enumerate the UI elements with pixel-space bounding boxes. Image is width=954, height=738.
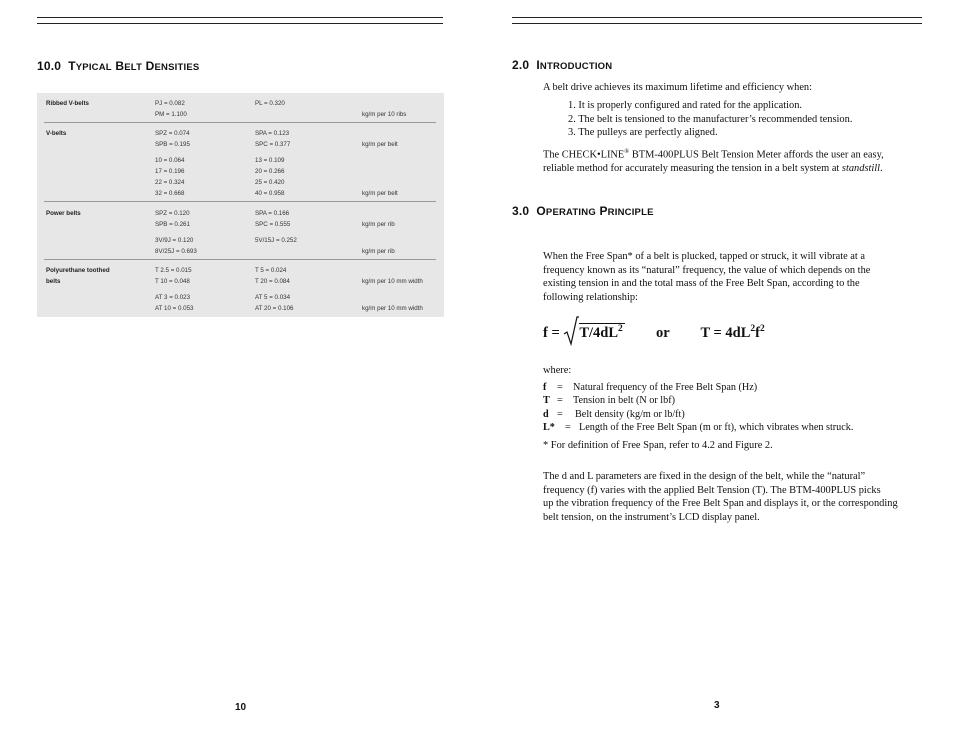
right-page: [477, 0, 954, 738]
table-unit: kg/m per rib: [362, 221, 395, 228]
table-cell: 13 = 0.109: [255, 157, 285, 164]
table-divider: [44, 201, 436, 202]
table-cell: T 20 = 0.084: [255, 278, 290, 285]
table-cell: 25 = 0.420: [255, 179, 285, 186]
page-number: 3: [714, 700, 720, 711]
table-cell: T 10 = 0.048: [155, 278, 190, 285]
principle-paragraph: When the Free Span* of a belt is plucked, tapped or struck, it will vibrate at a frequency known as its “natural” frequency, the value of which depends on the existing tension in and the total mass of the Free Belt Span, according to the following relationship:: [543, 251, 871, 303]
group-polyurethane-belts: Polyurethane toothed: [46, 267, 110, 274]
table-cell: 20 = 0.266: [255, 168, 285, 175]
table-cell: AT 20 = 0.106: [255, 305, 294, 312]
table-cell: SPA = 0.123: [255, 130, 290, 137]
page-number: 10: [235, 702, 247, 713]
square-root-sign: [563, 316, 579, 346]
table-cell: PL = 0.320: [255, 100, 285, 107]
section-heading-introduction: 2.0 INTRODUCTION: [512, 58, 613, 72]
table-cell: 40 = 0.958: [255, 190, 285, 197]
table-divider: [44, 122, 436, 123]
group-ribbed-v-belts: Ribbed V-belts: [46, 100, 89, 107]
table-cell: PM = 1.100: [155, 111, 187, 118]
list-item: 2. The belt is tensioned to the manufacturer’s recommended tension.: [568, 113, 853, 125]
table-cell: T 2.5 = 0.015: [155, 267, 192, 274]
belt-density-table: [37, 93, 444, 317]
table-cell: SPC = 0.377: [255, 141, 291, 148]
header-rule: [37, 17, 443, 24]
definition-row: f = Natural frequency of the Free Belt Span (Hz): [543, 382, 758, 393]
table-cell: T 5 = 0.024: [255, 267, 287, 274]
group-power-belts: Power belts: [46, 210, 81, 217]
list-item: 1. It is properly configured and rated for the application.: [568, 100, 802, 111]
radicand: $T/4dL^2$: [579, 324, 623, 341]
table-cell: PJ = 0.082: [155, 100, 185, 107]
table-unit: kg/m per 10 mm width: [362, 305, 423, 312]
tension-formula: $f = T/4dL^2$ or $T = 4dL^2f^2$: [543, 316, 765, 348]
where-label: where:: [543, 365, 572, 376]
section-heading-operating-principle: 3.0 OPERATING PRINCIPLE: [512, 204, 654, 218]
header-rule: [512, 17, 922, 24]
table-cell: 5V/15J = 0.252: [255, 237, 297, 244]
group-polyurethane-belts-line2: belts: [46, 278, 61, 285]
section-heading-typical-belt-densities: 10.0 TYPICAL BELT DENSITIES: [37, 59, 200, 73]
table-cell: SPC = 0.555: [255, 221, 291, 228]
intro-list: [568, 99, 852, 140]
table-cell: SPB = 0.195: [155, 141, 190, 148]
intro-lead: A belt drive achieves its maximum lifetime and efficiency when:: [543, 82, 813, 93]
intro-paragraph: The CHECK•LINE® BTM-400PLUS Belt Tension Meter affords the user an easy, reliable method for accurately measuring the tension in a belt system at standstill.: [543, 148, 884, 174]
list-item: 3. The pulleys are perfectly aligned.: [568, 127, 718, 138]
table-cell: 32 = 0.668: [155, 190, 185, 197]
table-unit: kg/m per belt: [362, 141, 398, 148]
table-cell: 8V/25J = 0.693: [155, 248, 197, 255]
table-cell: AT 3 = 0.023: [155, 294, 191, 301]
table-cell: 3V/9J = 0.120: [155, 237, 194, 244]
table-unit: kg/m per 10 mm width: [362, 278, 423, 285]
table-cell: AT 5 = 0.034: [255, 294, 291, 301]
table-unit: kg/m per rib: [362, 248, 395, 255]
definition-row: T = Tension in belt (N or lbf): [543, 395, 675, 407]
variable-definitions: [543, 381, 853, 435]
table-cell: 10 = 0.064: [155, 157, 185, 164]
table-cell: SPB = 0.261: [155, 221, 190, 228]
table-cell: 22 = 0.324: [155, 179, 185, 186]
table-cell: SPZ = 0.120: [155, 210, 190, 217]
table-divider: [44, 259, 436, 260]
free-span-footnote: * For definition of Free Span, refer to 4.2 and Figure 2.: [543, 440, 773, 451]
table-cell: SPA = 0.166: [255, 210, 290, 217]
table-cell: 17 = 0.196: [155, 168, 185, 175]
closing-paragraph: The d and L parameters are fixed in the design of the belt, while the “natural” frequency (f) varies with the applied Belt Tension (T). The BTM-400PLUS picks up the vibration frequency of the Free Belt Span and displays it, or the corresponding belt tension, on the instrument’s LCD display panel.: [543, 471, 898, 523]
table-cell: AT 10 = 0.053: [155, 305, 194, 312]
group-v-belts: V-belts: [46, 130, 67, 137]
table-cell: SPZ = 0.074: [155, 130, 190, 137]
definition-row: L* = Length of the Free Belt Span (m or ft), which vibrates when struck.: [543, 422, 854, 434]
table-unit: kg/m per 10 ribs: [362, 111, 407, 118]
table-unit: kg/m per belt: [362, 190, 398, 197]
definition-row: d = Belt density (kg/m or lb/ft): [543, 408, 685, 420]
